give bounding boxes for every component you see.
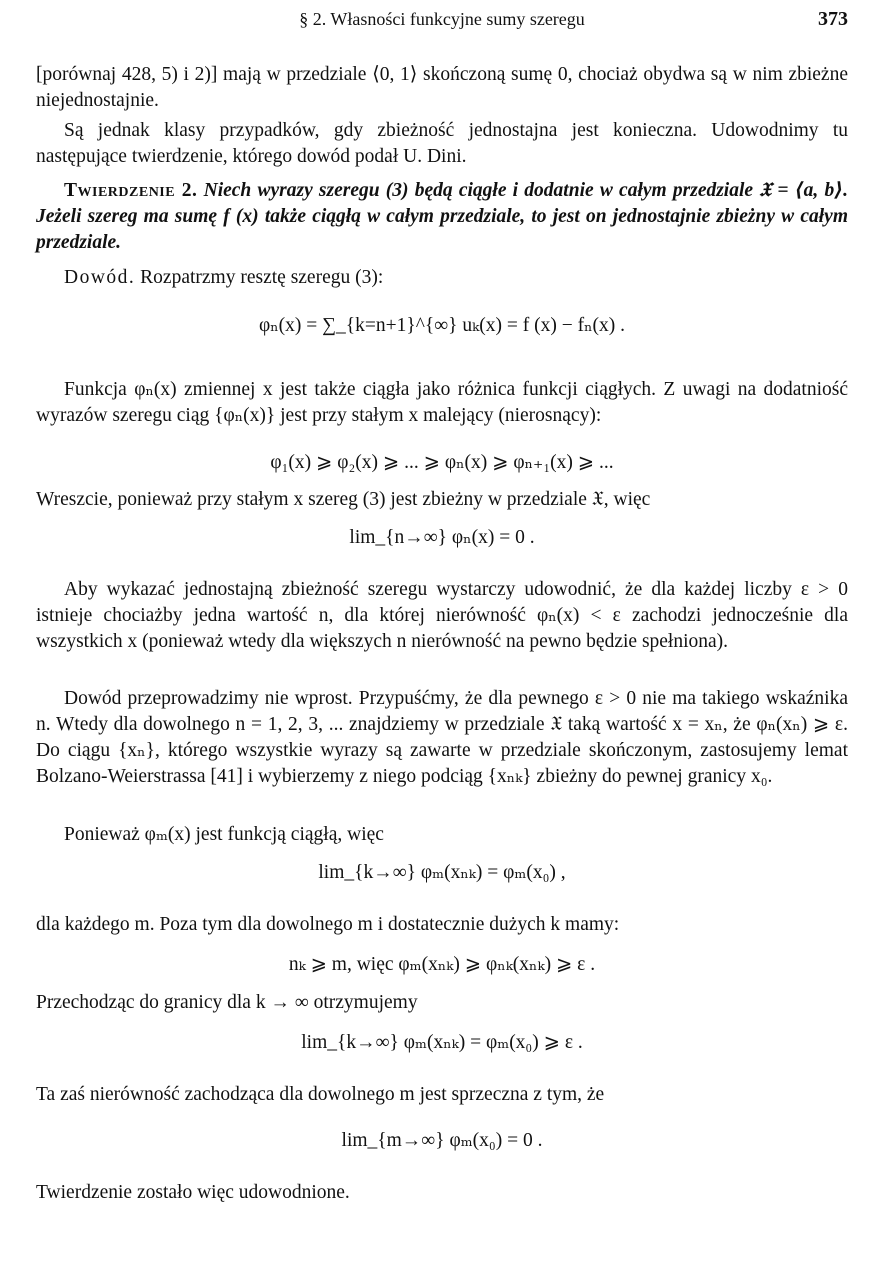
formula-limit-continuity: lim_{k→∞} φₘ(xₙₖ) = φₘ(x₀) , bbox=[318, 862, 566, 883]
proof-label: Dowód. bbox=[64, 267, 136, 288]
formula-limit-zero: lim_{m→∞} φₘ(x₀) = 0 . bbox=[341, 1130, 543, 1151]
page-number: 373 bbox=[818, 8, 848, 30]
running-header bbox=[36, 6, 848, 36]
theorem-text: Niech wyrazy szeregu (3) będą ciągłe i dodatnie w całym przedziale 𝔛 = ⟨a, b⟩. Jeżeli szereg ma sumę f (x) także ciągłą w całym przedziale, to jest on jednostajnie zbieżny w całym przedziale. bbox=[36, 180, 848, 253]
proof-intro bbox=[36, 265, 848, 291]
paragraph-11: Twierdzenie zostało więc udowodnione. bbox=[36, 1182, 350, 1203]
paragraph-3: Funkcja φₙ(x) zmiennej x jest także ciągła jako różnica funkcji ciągłych. Z uwagi na dodatniość wyrazów szeregu ciąg {φₙ(x)} jest przy stałym x malejący (nierosnący): bbox=[36, 379, 848, 426]
theorem-2 bbox=[36, 178, 848, 256]
paragraph-6: Dowód przeprowadzimy nie wprost. Przypuśćmy, że dla pewnego ε > 0 nie ma takiego wskaźnika n. Wtedy dla dowolnego n = 1, 2, 3, ... znajdziemy w przedziale 𝔛 taką wartość x = xₙ, że φₙ(xₙ) ⩾ ε. Do ciągu {xₙ}, którego wszystkie wyrazy są zawarte w przedziale skończonym, zastosujemy lemat Bolzano-Weierstrassa [41] i wybierzemy z niego podciąg {xₙₖ} zbieżny do pewnej granicy x₀. bbox=[36, 688, 848, 787]
theorem-label: Twierdzenie 2. bbox=[64, 180, 198, 201]
paragraph-1: [porównaj 428, 5) i 2)] mają w przedziale ⟨0, 1⟩ skończoną sumę 0, chociaż obydwa są w nim zbieżne niejednostajnie. bbox=[36, 64, 848, 111]
paragraph-8: dla każdego m. Poza tym dla dowolnego m i dostatecznie dużych k mamy: bbox=[36, 914, 620, 935]
formula-monotone-sequence: φ₁(x) ⩾ φ₂(x) ⩾ ... ⩾ φₙ(x) ⩾ φₙ₊₁(x) ⩾ ... bbox=[270, 452, 614, 473]
paragraph-2: Są jednak klasy przypadków, gdy zbieżność jednostajna jest konieczna. Udowodnimy tu następujące twierdzenie, którego dowód podał U. Dini. bbox=[36, 120, 848, 167]
paragraph-7: Ponieważ φₘ(x) jest funkcją ciągłą, więc bbox=[64, 824, 384, 845]
header-title: § 2. Własności funkcyjne sumy szeregu bbox=[299, 9, 585, 29]
paragraph-9: Przechodząc do granicy dla k → ∞ otrzymujemy bbox=[36, 992, 418, 1013]
paragraph-4: Wreszcie, ponieważ przy stałym x szereg (3) jest zbieżny w przedziale 𝔛, więc bbox=[36, 489, 651, 510]
formula-limit-phi-n: lim_{n→∞} φₙ(x) = 0 . bbox=[349, 527, 535, 548]
formula-remainder: φₙ(x) = ∑_{k=n+1}^{∞} uₖ(x) = f (x) − fₙ(x) . bbox=[258, 315, 626, 336]
formula-limit-inequality: lim_{k→∞} φₘ(xₙₖ) = φₘ(x₀) ⩾ ε . bbox=[301, 1032, 583, 1053]
paragraph-5: Aby wykazać jednostajną zbieżność szeregu wystarczy udowodnić, że dla każdej liczby ε > 0 istnieje chociażby jedna wartość n, dla której nierówność φₙ(x) < ε zachodzi jednocześnie dla wszystkich x (ponieważ wtedy dla większych n nierówność na pewno będzie spełniona). bbox=[36, 579, 848, 652]
paragraph-10: Ta zaś nierówność zachodząca dla dowolnego m jest sprzeczna z tym, że bbox=[36, 1084, 605, 1105]
proof-intro-text: Rozpatrzmy resztę szeregu (3): bbox=[140, 267, 384, 288]
formula-inequality-chain: nₖ ⩾ m, więc φₘ(xₙₖ) ⩾ φₙₖ(xₙₖ) ⩾ ε . bbox=[288, 954, 596, 975]
